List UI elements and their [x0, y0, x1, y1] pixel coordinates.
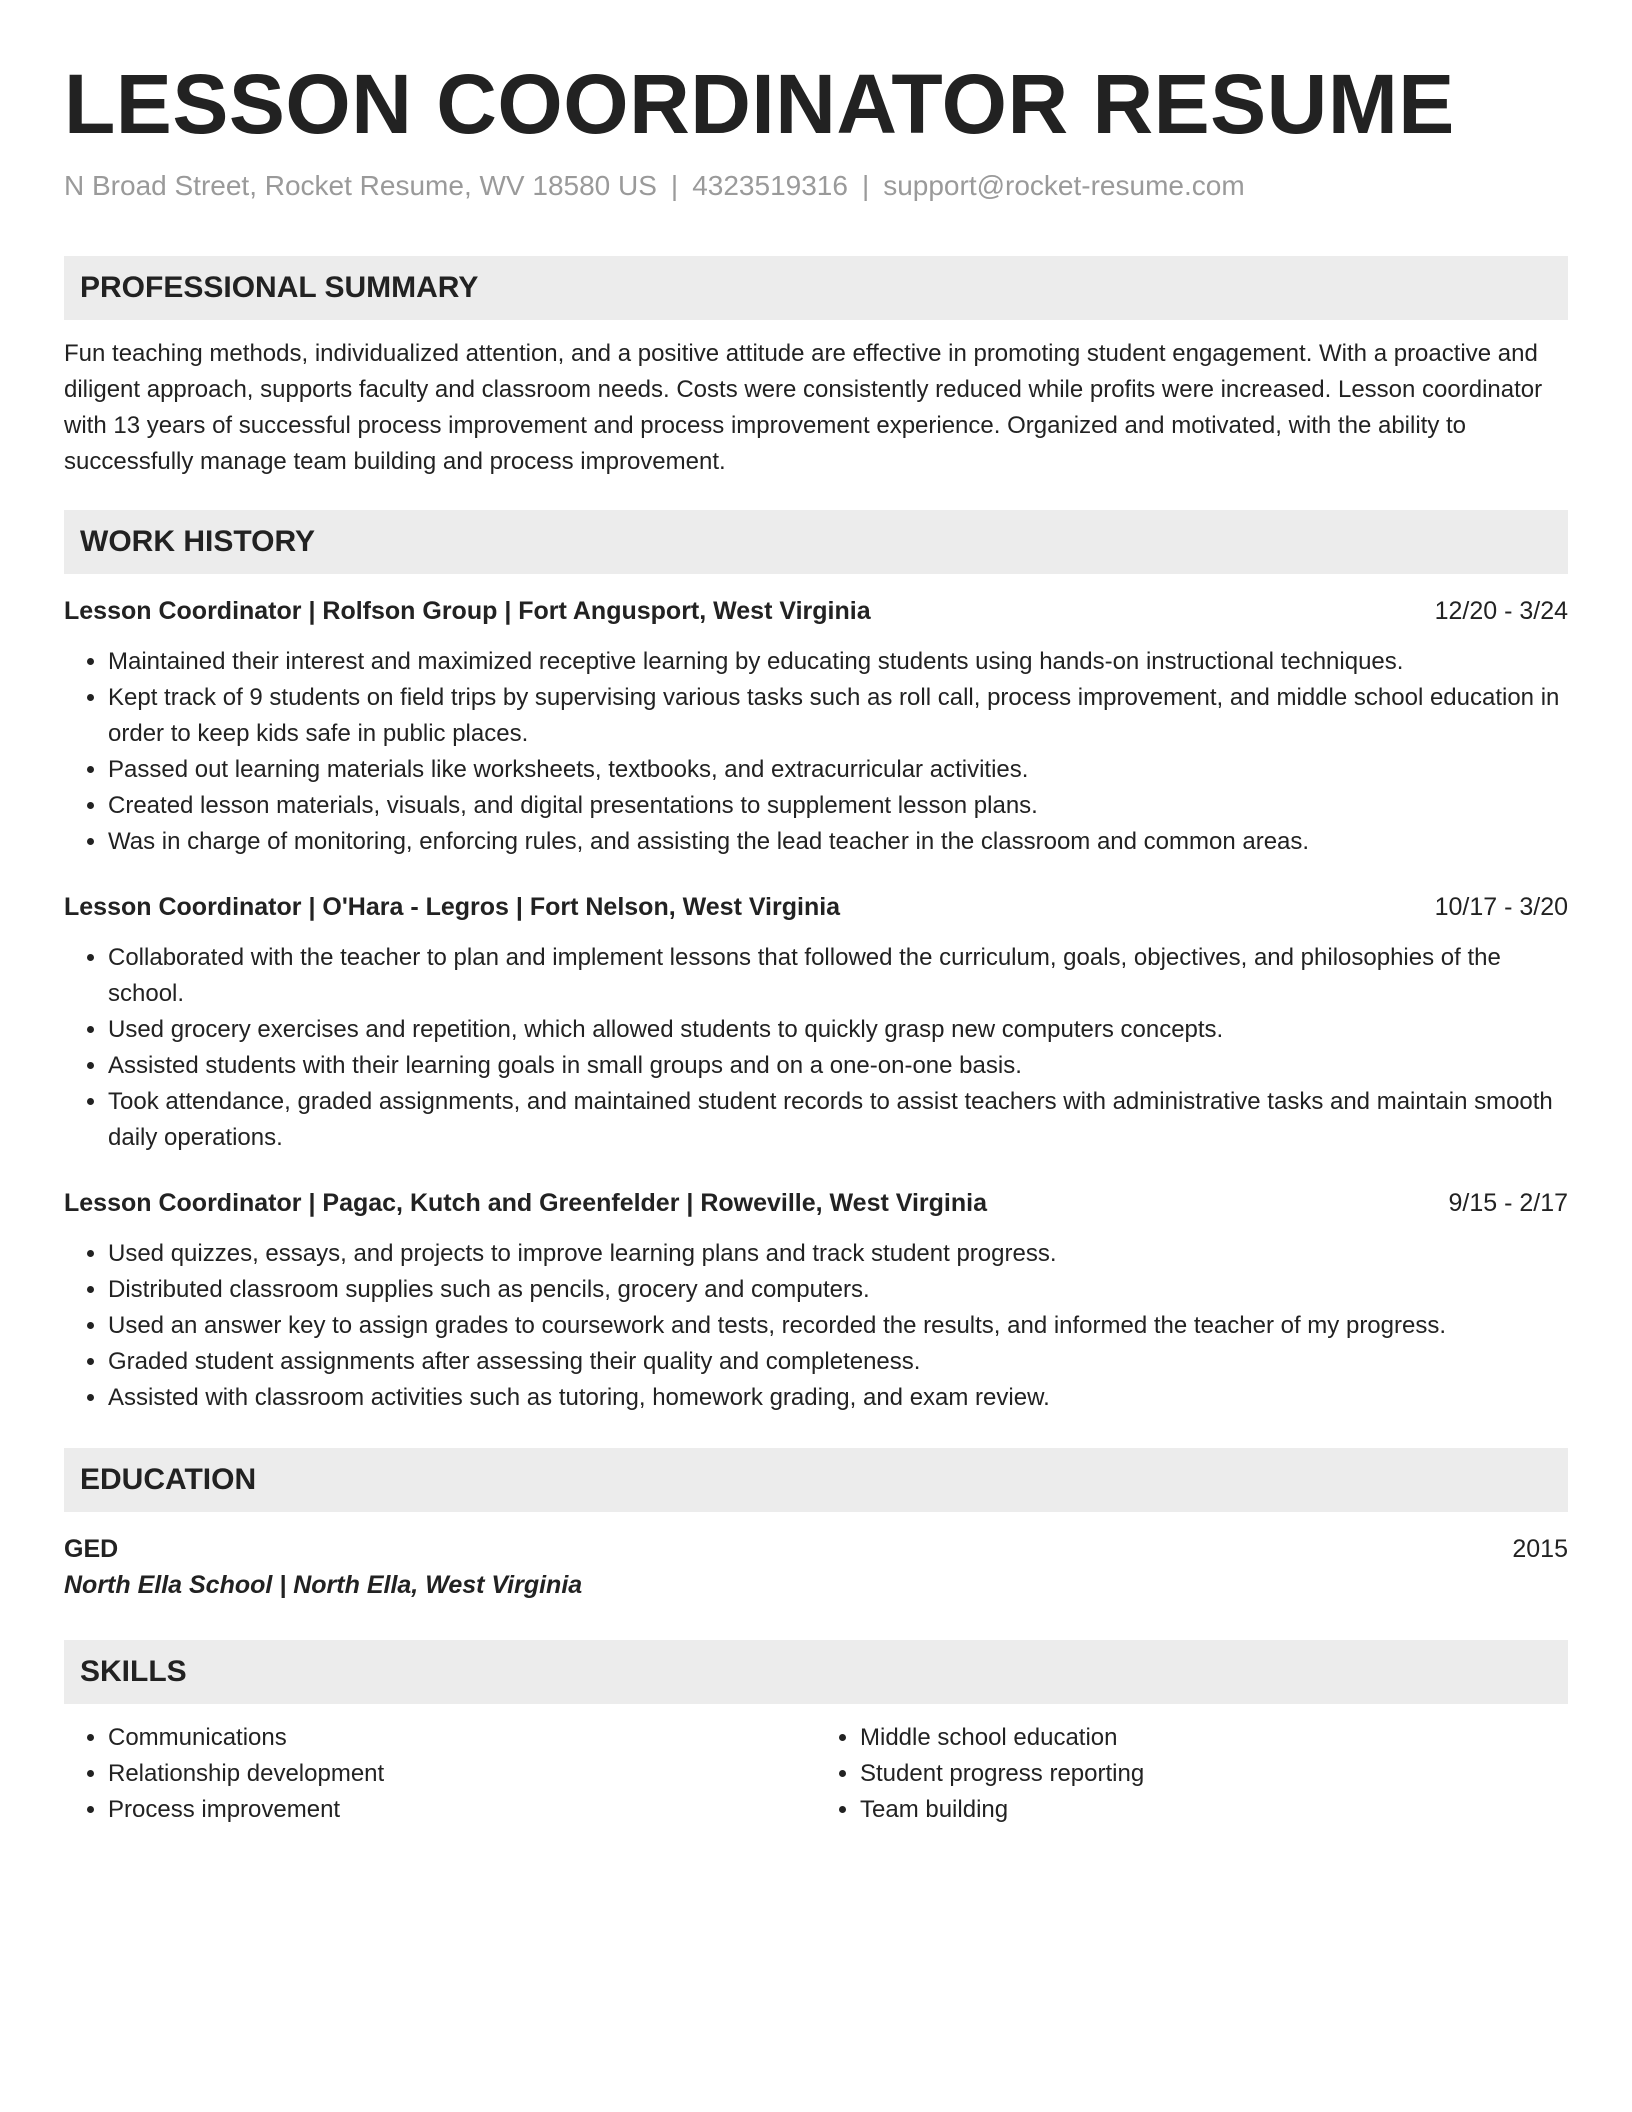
- contact-phone: 4323519316: [692, 170, 848, 201]
- education-entry: [64, 1532, 1568, 1604]
- education-school: North Ella School | North Ella, West Virginia: [64, 1571, 583, 1599]
- job-dates: 9/15 - 2/17: [1448, 1189, 1568, 1217]
- job-bullet: • Collaborated with the teacher to plan and implement lessons that followed the curriculum, goals, objectives, and philosophies of the school.: [108, 940, 1568, 1012]
- job-bullet: • Graded student assignments after assessing their quality and completeness.: [108, 1344, 1568, 1380]
- job-header: [64, 594, 1568, 628]
- job-entry: [64, 890, 1568, 1156]
- job-bullet: • Used quizzes, essays, and projects to improve learning plans and track student progress.: [108, 1236, 1568, 1272]
- skill-item: • Middle school education: [860, 1720, 1568, 1756]
- job-header: [64, 1186, 1568, 1220]
- job-entry: [64, 1186, 1568, 1416]
- job-bullet: • Kept track of 9 students on field trips by supervising various tasks such as roll call, process improvement, and middle school education in order to keep kids safe in public places.: [108, 680, 1568, 752]
- education-header: [64, 1532, 1568, 1566]
- job-bullet-list: [64, 940, 1568, 1156]
- job-dates: 10/17 - 3/20: [1434, 893, 1568, 921]
- summary-text: Fun teaching methods, individualized attention, and a positive attitude are effective in promoting student engagement. With a proactive and diligent approach, supports faculty and classroom needs. Costs were consistently reduced while profits were increased. Lesson coordinator with 13 years of successful process improvement and process improvement experience. Organized and motivated, with the ability to successfully manage team building and process improvement.: [64, 340, 1543, 475]
- job-title: Lesson Coordinator | O'Hara - Legros | Fort Nelson, West Virginia: [64, 893, 841, 921]
- contact-address: N Broad Street, Rocket Resume, WV 18580 US: [64, 170, 657, 201]
- job-bullet: • Was in charge of monitoring, enforcing rules, and assisting the lead teacher in the classroom and common areas.: [108, 824, 1568, 860]
- contact-line: [64, 168, 1568, 204]
- job-bullet: • Used an answer key to assign grades to coursework and tests, recorded the results, and informed the teacher of my progress.: [108, 1308, 1568, 1344]
- skill-item: • Process improvement: [108, 1792, 816, 1828]
- skill-item: • Student progress reporting: [860, 1756, 1568, 1792]
- job-bullet: • Assisted with classroom activities such as tutoring, homework grading, and exam review.: [108, 1380, 1568, 1416]
- job-bullet: • Took attendance, graded assignments, and maintained student records to assist teachers with administrative tasks and maintain smooth daily operations.: [108, 1084, 1568, 1156]
- job-title: Lesson Coordinator | Rolfson Group | Fort Angusport, West Virginia: [64, 597, 871, 625]
- section-heading-summary: PROFESSIONAL SUMMARY: [64, 256, 1568, 320]
- section-heading-skills: SKILLS: [64, 1640, 1568, 1704]
- job-bullet: • Used grocery exercises and repetition, which allowed students to quickly grasp new computers concepts.: [108, 1012, 1568, 1048]
- resume-title: LESSON COORDINATOR RESUME: [64, 57, 1455, 151]
- skills-column-right: [816, 1720, 1568, 1828]
- job-bullet-list: [64, 1236, 1568, 1416]
- job-header: [64, 890, 1568, 924]
- skill-item: • Relationship development: [108, 1756, 816, 1792]
- job-title: Lesson Coordinator | Pagac, Kutch and Greenfelder | Roweville, West Virginia: [64, 1189, 987, 1217]
- job-bullet: • Assisted students with their learning goals in small groups and on a one-on-one basis.: [108, 1048, 1568, 1084]
- section-heading-work-history: WORK HISTORY: [64, 510, 1568, 574]
- skills-column-left: [64, 1720, 816, 1828]
- section-heading-education: EDUCATION: [64, 1448, 1568, 1512]
- job-bullet: • Passed out learning materials like worksheets, textbooks, and extracurricular activities.: [108, 752, 1568, 788]
- skills-grid: [64, 1720, 1568, 1828]
- education-degree: GED: [64, 1535, 119, 1563]
- job-bullet-list: [64, 644, 1568, 860]
- education-year: 2015: [1512, 1535, 1568, 1563]
- contact-separator: |: [670, 170, 679, 201]
- contact-email: support@rocket-resume.com: [883, 170, 1245, 201]
- job-entry: [64, 594, 1568, 860]
- job-bullet: • Maintained their interest and maximized receptive learning by educating students using hands-on instructional techniques.: [108, 644, 1568, 680]
- job-bullet: • Distributed classroom supplies such as pencils, grocery and computers.: [108, 1272, 1568, 1308]
- skill-item: • Communications: [108, 1720, 816, 1756]
- job-dates: 12/20 - 3/24: [1434, 597, 1568, 625]
- skill-item: • Team building: [860, 1792, 1568, 1828]
- job-bullet: • Created lesson materials, visuals, and digital presentations to supplement lesson plans.: [108, 788, 1568, 824]
- contact-separator: |: [861, 170, 870, 201]
